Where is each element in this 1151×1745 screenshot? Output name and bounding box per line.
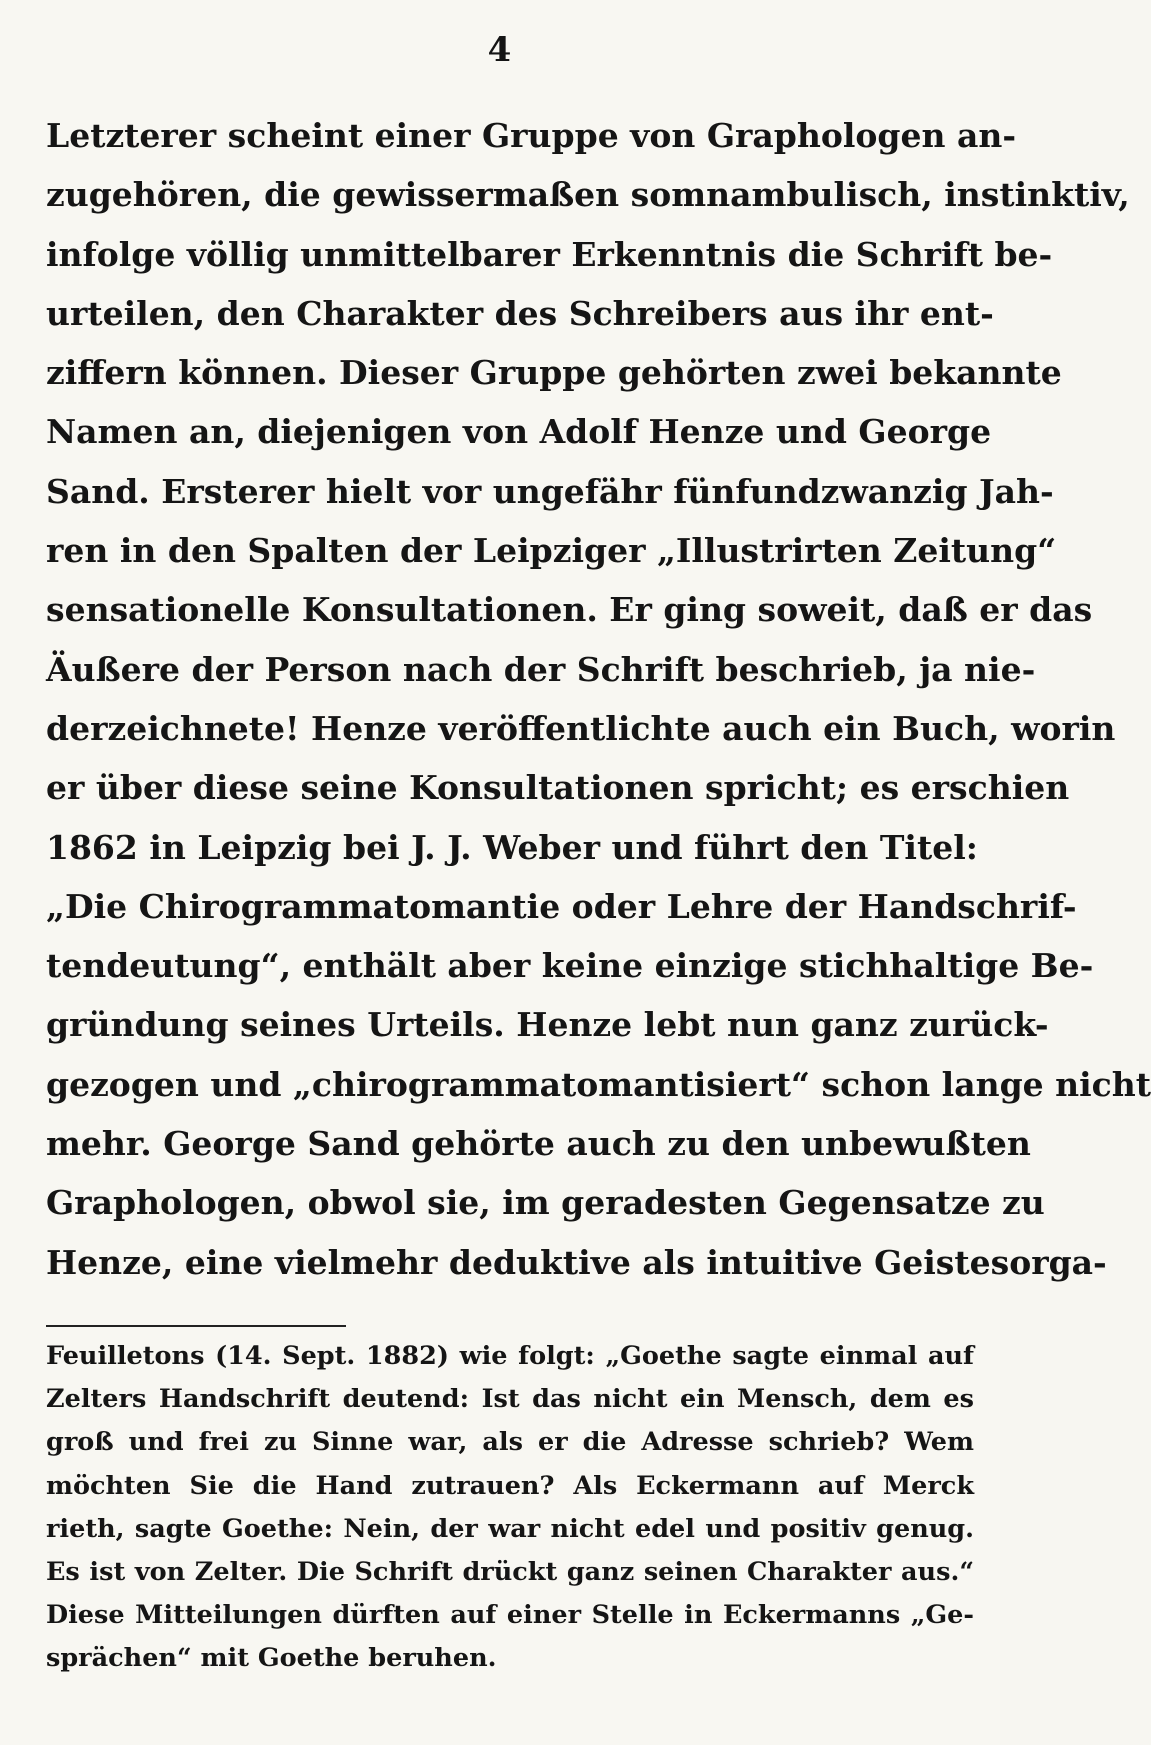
footnote-line: möchten Sie die Hand zutrauen? Als Eckermann auf Merck <box>46 1470 974 1501</box>
text-line: ren in den Spalten der Leipziger „Illustrirten Zeitung“ <box>46 531 1057 571</box>
text-line: Äußere der Person nach der Schrift beschrieb, ja nie- <box>46 649 1036 689</box>
footnote-line: rieth, sagte Goethe: Nein, der war nicht edel und positiv genug. <box>46 1513 974 1544</box>
text-line: Graphologen, obwol sie, im geradesten Gegensatze zu <box>46 1183 1045 1223</box>
text-line: „Die Chirogrammatomantie oder Lehre der Handschrif- <box>46 886 1077 926</box>
text-line: Namen an, diejenigen von Adolf Henze und George <box>46 412 992 452</box>
text-line: urteilen, den Charakter des Schreibers aus ihr ent- <box>46 293 994 333</box>
text-line: mehr. George Sand gehörte auch zu den unbewußten <box>46 1124 1031 1164</box>
text-line: 1862 in Leipzig bei J. J. Weber und führt den Titel: <box>46 827 978 867</box>
footnote <box>46 1335 974 1681</box>
footnote-line: Es ist von Zelter. Die Schrift drückt ganz seinen Charakter aus.“ <box>46 1556 974 1587</box>
text-line: gründung seines Urteils. Henze lebt nun ganz zurück- <box>46 1005 1049 1045</box>
footnote-line: Zelters Handschrift deutend: Ist das nicht ein Mensch, dem es <box>46 1384 974 1415</box>
text-line: er über diese seine Konsultationen spricht; es erschien <box>46 768 1070 808</box>
footnote-line: sprächen“ mit Goethe beruhen. <box>46 1643 497 1674</box>
main-text <box>46 106 1151 1292</box>
footnote-divider <box>46 1325 346 1327</box>
text-line: Henze, eine vielmehr deduktive als intuitive Geistesorga- <box>46 1242 1107 1282</box>
text-line: Letzterer scheint einer Gruppe von Graphologen an- <box>46 116 1017 155</box>
text-line: tendeutung“, enthält aber keine einzige stichhaltige Be- <box>46 946 1094 986</box>
footnote-line: Feuilletons (14. Sept. 1882) wie folgt: „Goethe sagte einmal auf <box>46 1341 974 1371</box>
text-line: infolge völlig unmittelbarer Erkenntnis die Schrift be- <box>46 234 1053 274</box>
text-line: sensationelle Konsultationen. Er ging soweit, daß er das <box>46 590 1093 630</box>
page-number: 4 <box>487 30 513 70</box>
text-line: Sand. Ersterer hielt vor ungefähr fünfundzwanzig Jah- <box>46 471 1054 511</box>
text-line: zugehören, die gewissermaßen somnambulisch, instinktiv, <box>46 175 1130 215</box>
text-line: derzeichnete! Henze veröffentlichte auch ein Buch, worin <box>46 708 1116 748</box>
text-line: ziffern können. Dieser Gruppe gehörten zwei bekannte <box>46 353 1062 393</box>
text-line: gezogen und „chirogrammatomantisiert“ schon lange nicht <box>46 1064 1151 1104</box>
footnote-line: Diese Mitteilungen dürften auf einer Stelle in Eckermanns „Ge- <box>46 1600 974 1631</box>
footnote-line: groß und frei zu Sinne war, als er die Adresse schrieb? Wem <box>46 1427 974 1458</box>
